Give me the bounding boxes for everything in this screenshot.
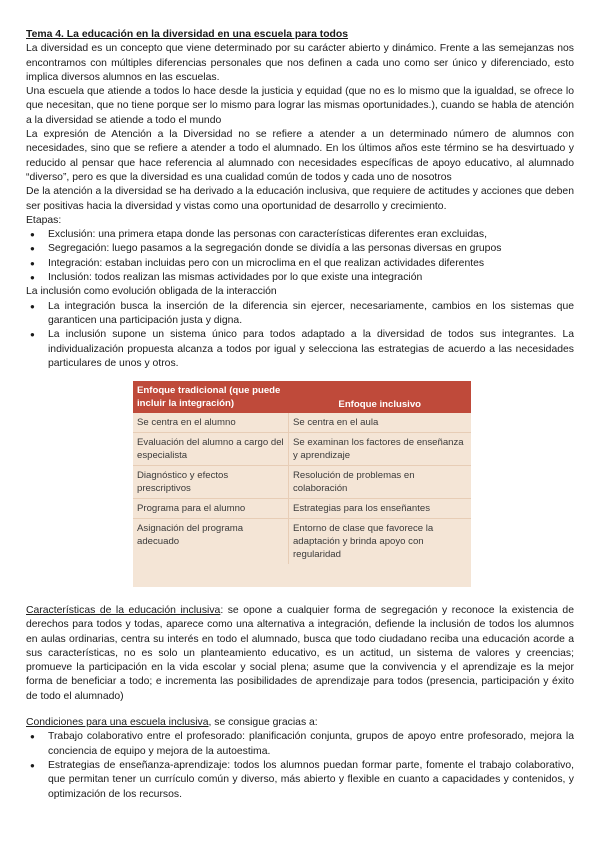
table-cell: Programa para el alumno — [133, 499, 288, 519]
list-item: ● Integración: estaban incluidas pero con un microclima en el que realizan actividades diferentes — [26, 257, 574, 271]
paragraph-atencion: La expresión de Atención a la Diversidad no se refiere a atender a un determinado número de alumnos con necesidades, sino que se refiere a atender a todo el alumnado. En los últimos años este término se ha desvirtuado y reducido al pensar que hace referencia al alumnado con necesidades específicas de apoyo educativo, al alumnado “diverso”, pero es que la diversidad es una cualidad común de todos y cada uno de nosotros — [26, 129, 574, 183]
paragraph-educacion-inclusiva: De la atención a la diversidad se ha derivado a la educación inclusiva, que requiere de actitudes y acciones que deben ser positivas hacia la diversidad y vistas como una oportunidad de desarrollo y crecimiento. — [26, 186, 574, 212]
table-cell: Se examinan los factores de enseñanza y aprendizaje — [288, 433, 471, 466]
inclusion-heading: La inclusión como evolución obligada de la interacción — [26, 286, 277, 298]
table-row — [133, 499, 471, 519]
table-row — [133, 519, 471, 565]
paragraph-caracteristicas — [26, 604, 574, 704]
table-header-row — [133, 381, 471, 413]
comparison-table-figure — [133, 381, 471, 587]
list-item: ● La integración busca la inserción de la diferencia sin ejercer, necesariamente, cambios en los sistemas que garanticen una participación justa y digna. — [26, 300, 574, 329]
document-page-lower — [26, 604, 574, 802]
condiciones-label: Condiciones para una escuela inclusiva — [26, 717, 209, 729]
header-enfoque-tradicional: Enfoque tradicional (que puede incluir la integración) — [133, 381, 288, 413]
condiciones-list — [26, 730, 574, 801]
inclusion-list — [26, 300, 574, 371]
caracteristicas-text: : se opone a cualquier forma de segregación y reconoce la existencia de derechos para todos y todas, aparece como una alternativa a integración, defiende la inclusión de todos los alumnos en aulas ordinarias, centra su interés en todo el alumnado, busca que todo ciudadano reciba una educación acorde a sus características, no es solo un planteamiento educativo, es un actitud, un sistema de valores y creencias; promueve la participación en la vida escolar y social plena; asume que la convivencia y el aprendizaje es la mejor forma de beneficiar a todo; e incrementa las posibilidades de aprendizaje para todos (presencia, participación y éxito de todo el alumnado) — [26, 605, 574, 702]
list-item: ● Segregación: luego pasamos a la segregación donde se dividía a las personas diversas en grupos — [26, 242, 574, 256]
table-cell: Diagnóstico y efectos prescriptivos — [133, 466, 288, 499]
paragraph-diversidad: La diversidad es un concepto que viene determinado por su carácter abierto y dinámico. Frente a las semejanzas nos encontramos con múltiples diferencias personales que nos definen a cada uno como ser único y diferenciado, esto implica diversos alumnos en las escuelas. — [26, 43, 574, 83]
paragraph-escuela: Una escuela que atiende a todos lo hace desde la justicia y equidad (que no es lo mismo que la igualdad, se ofrece lo que necesitan, que no tiene porque ser lo mismo para lograr las mismas oportunidades.), cuando se habla de atención a la diversidad se atiende a todo el mundo — [26, 86, 574, 126]
etapas-heading: Etapas: — [26, 214, 62, 226]
document-title: Tema 4. La educación en la diversidad en una escuela para todos — [26, 29, 349, 40]
table-cell: Se centra en el aula — [288, 413, 471, 433]
paragraph-condiciones — [26, 716, 574, 730]
document-page — [26, 28, 574, 371]
table-cell: Evaluación del alumno a cargo del especialista — [133, 433, 288, 466]
table-cell: Se centra en el alumno — [133, 413, 288, 433]
caracteristicas-label: Características de la educación inclusiva — [26, 605, 221, 616]
table-cell: Estrategias para los enseñantes — [288, 499, 471, 519]
list-item: ● Estrategias de enseñanza-aprendizaje: todos los alumnos puedan formar parte, fomente el trabajo colaborativo, que permitan tener un currículo común y diverso, más abierto y flexible en cuanto a capacidades y contenidos, y optimización de los recursos. — [26, 759, 574, 802]
table-row — [133, 466, 471, 499]
list-item: ● Exclusión: una primera etapa donde las personas con características diferentes eran excluidas, — [26, 228, 574, 242]
etapas-list — [26, 228, 574, 285]
table-row — [133, 433, 471, 466]
list-item: ● La inclusión supone un sistema único para todos adaptado a la diversidad de todos sus integrantes. La individualización propuesta alcanza a todos por igual y selecciona las estrategias de acuerdo a las necesidades particulares de unos y otros. — [26, 328, 574, 371]
table-cell: Asignación del programa adecuado — [137, 523, 244, 547]
list-item: ● Trabajo colaborativo entre el profesorado: planificación conjunta, grupos de apoyo entre profesorado, mejora la conciencia de equipo y mejora de la autoestima. — [26, 730, 574, 759]
list-item: ● Inclusión: todos realizan las mismas actividades por lo que existe una integración — [26, 271, 574, 285]
table-row — [133, 413, 471, 433]
header-enfoque-inclusivo: Enfoque inclusivo — [288, 381, 471, 413]
comparison-table — [133, 381, 471, 564]
condiciones-text: , se consigue gracias a: — [208, 717, 318, 729]
table-cell: Entorno de clase que favorece la adaptación y brinda apoyo con regularidad — [288, 519, 471, 565]
table-cell: Resolución de problemas en colaboración — [288, 466, 471, 499]
